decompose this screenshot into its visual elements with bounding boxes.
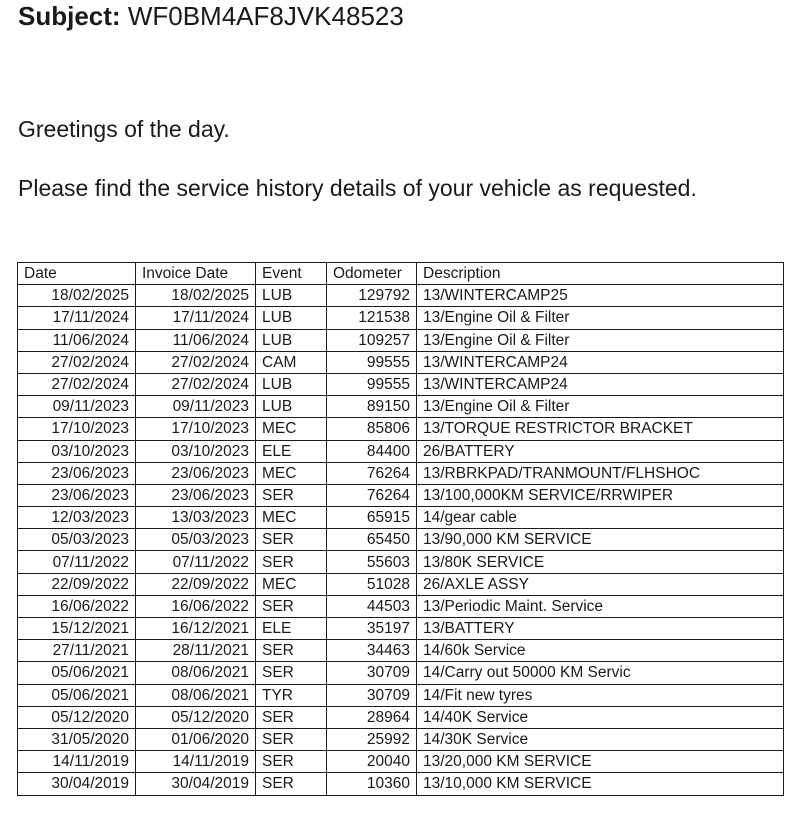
cell-date: 07/11/2022 <box>18 551 136 573</box>
table-row <box>18 462 784 484</box>
header-event: Event <box>256 263 327 285</box>
cell-description: 13/WINTERCAMP24 <box>417 373 784 395</box>
cell-odometer: 55603 <box>327 551 417 573</box>
cell-date: 23/06/2023 <box>18 484 136 506</box>
cell-invoice-date: 22/09/2022 <box>136 573 256 595</box>
cell-description: 13/TORQUE RESTRICTOR BRACKET <box>417 418 784 440</box>
cell-event: SER <box>256 773 327 795</box>
cell-description: 13/90,000 KM SERVICE <box>417 529 784 551</box>
subject-line <box>18 0 404 32</box>
cell-invoice-date: 23/06/2023 <box>136 484 256 506</box>
table-row <box>18 706 784 728</box>
table-row <box>18 662 784 684</box>
cell-date: 05/03/2023 <box>18 529 136 551</box>
table-body <box>18 285 784 795</box>
cell-description: 13/BATTERY <box>417 618 784 640</box>
cell-date: 17/11/2024 <box>18 307 136 329</box>
cell-invoice-date: 27/02/2024 <box>136 351 256 373</box>
cell-odometer: 76264 <box>327 484 417 506</box>
cell-date: 27/02/2024 <box>18 373 136 395</box>
cell-event: SER <box>256 595 327 617</box>
request-text: Please find the service history details of your vehicle as requested. <box>18 175 697 201</box>
cell-date: 11/06/2024 <box>18 329 136 351</box>
header-date: Date <box>18 263 136 285</box>
cell-event: MEC <box>256 462 327 484</box>
table-row <box>18 307 784 329</box>
cell-description: 14/30K Service <box>417 728 784 750</box>
cell-odometer: 25992 <box>327 728 417 750</box>
cell-invoice-date: 17/11/2024 <box>136 307 256 329</box>
cell-odometer: 35197 <box>327 618 417 640</box>
table-row <box>18 529 784 551</box>
subject-value: WF0BM4AF8JVK48523 <box>127 1 404 31</box>
cell-event: LUB <box>256 329 327 351</box>
cell-description: 26/AXLE ASSY <box>417 573 784 595</box>
header-invoice-date: Invoice Date <box>136 263 256 285</box>
cell-description: 13/80K SERVICE <box>417 551 784 573</box>
table-row <box>18 573 784 595</box>
cell-description: 14/60k Service <box>417 640 784 662</box>
cell-invoice-date: 03/10/2023 <box>136 440 256 462</box>
cell-date: 27/11/2021 <box>18 640 136 662</box>
cell-invoice-date: 08/06/2021 <box>136 662 256 684</box>
table-row <box>18 507 784 529</box>
cell-date: 05/12/2020 <box>18 706 136 728</box>
cell-event: MEC <box>256 573 327 595</box>
cell-description: 14/40K Service <box>417 706 784 728</box>
cell-event: SER <box>256 706 327 728</box>
cell-date: 22/09/2022 <box>18 573 136 595</box>
cell-odometer: 121538 <box>327 307 417 329</box>
subject-label: Subject: <box>18 1 121 31</box>
cell-event: SER <box>256 751 327 773</box>
table-row <box>18 618 784 640</box>
cell-odometer: 89150 <box>327 396 417 418</box>
cell-event: LUB <box>256 285 327 307</box>
cell-event: LUB <box>256 396 327 418</box>
cell-odometer: 51028 <box>327 573 417 595</box>
cell-odometer: 84400 <box>327 440 417 462</box>
cell-odometer: 129792 <box>327 285 417 307</box>
greeting-text: Greetings of the day. <box>18 116 230 142</box>
cell-description: 13/WINTERCAMP24 <box>417 351 784 373</box>
cell-description: 13/RBRKPAD/TRANMOUNT/FLHSHOC <box>417 462 784 484</box>
cell-event: MEC <box>256 418 327 440</box>
cell-date: 15/12/2021 <box>18 618 136 640</box>
cell-description: 13/20,000 KM SERVICE <box>417 751 784 773</box>
cell-invoice-date: 05/12/2020 <box>136 706 256 728</box>
table-row <box>18 396 784 418</box>
cell-date: 14/11/2019 <box>18 751 136 773</box>
cell-description: 13/Periodic Maint. Service <box>417 595 784 617</box>
cell-odometer: 65450 <box>327 529 417 551</box>
cell-event: SER <box>256 484 327 506</box>
table-row <box>18 684 784 706</box>
cell-odometer: 30709 <box>327 684 417 706</box>
cell-event: SER <box>256 662 327 684</box>
cell-date: 18/02/2025 <box>18 285 136 307</box>
table-row <box>18 751 784 773</box>
cell-date: 05/06/2021 <box>18 684 136 706</box>
cell-date: 30/04/2019 <box>18 773 136 795</box>
service-history-table <box>17 262 784 796</box>
table-row <box>18 329 784 351</box>
table-header-row <box>18 263 784 285</box>
cell-date: 31/05/2020 <box>18 728 136 750</box>
cell-description: 14/Carry out 50000 KM Servic <box>417 662 784 684</box>
cell-event: SER <box>256 640 327 662</box>
cell-description: 13/Engine Oil & Filter <box>417 329 784 351</box>
cell-description: 13/100,000KM SERVICE/RRWIPER <box>417 484 784 506</box>
table-row <box>18 373 784 395</box>
table-row <box>18 551 784 573</box>
cell-event: SER <box>256 551 327 573</box>
cell-date: 12/03/2023 <box>18 507 136 529</box>
cell-date: 23/06/2023 <box>18 462 136 484</box>
cell-odometer: 85806 <box>327 418 417 440</box>
cell-odometer: 34463 <box>327 640 417 662</box>
cell-event: TYR <box>256 684 327 706</box>
header-description: Description <box>417 263 784 285</box>
cell-odometer: 20040 <box>327 751 417 773</box>
table-row <box>18 440 784 462</box>
cell-date: 09/11/2023 <box>18 396 136 418</box>
cell-invoice-date: 01/06/2020 <box>136 728 256 750</box>
cell-date: 05/06/2021 <box>18 662 136 684</box>
table-row <box>18 418 784 440</box>
cell-invoice-date: 16/06/2022 <box>136 595 256 617</box>
cell-description: 13/Engine Oil & Filter <box>417 396 784 418</box>
table-row <box>18 728 784 750</box>
cell-invoice-date: 05/03/2023 <box>136 529 256 551</box>
cell-odometer: 109257 <box>327 329 417 351</box>
cell-invoice-date: 27/02/2024 <box>136 373 256 395</box>
cell-event: LUB <box>256 307 327 329</box>
cell-description: 13/WINTERCAMP25 <box>417 285 784 307</box>
cell-invoice-date: 14/11/2019 <box>136 751 256 773</box>
table-row <box>18 640 784 662</box>
cell-odometer: 10360 <box>327 773 417 795</box>
table-row <box>18 595 784 617</box>
cell-odometer: 30709 <box>327 662 417 684</box>
cell-odometer: 65915 <box>327 507 417 529</box>
cell-event: MEC <box>256 507 327 529</box>
cell-event: ELE <box>256 618 327 640</box>
cell-odometer: 99555 <box>327 351 417 373</box>
cell-description: 14/Fit new tyres <box>417 684 784 706</box>
cell-event: LUB <box>256 373 327 395</box>
cell-invoice-date: 09/11/2023 <box>136 396 256 418</box>
cell-date: 16/06/2022 <box>18 595 136 617</box>
cell-description: 13/Engine Oil & Filter <box>417 307 784 329</box>
cell-odometer: 76264 <box>327 462 417 484</box>
cell-invoice-date: 30/04/2019 <box>136 773 256 795</box>
cell-invoice-date: 11/06/2024 <box>136 329 256 351</box>
cell-odometer: 28964 <box>327 706 417 728</box>
cell-invoice-date: 16/12/2021 <box>136 618 256 640</box>
cell-invoice-date: 17/10/2023 <box>136 418 256 440</box>
cell-invoice-date: 07/11/2022 <box>136 551 256 573</box>
cell-description: 14/gear cable <box>417 507 784 529</box>
cell-event: SER <box>256 728 327 750</box>
table-row <box>18 773 784 795</box>
cell-description: 26/BATTERY <box>417 440 784 462</box>
cell-odometer: 44503 <box>327 595 417 617</box>
table-row <box>18 351 784 373</box>
header-odometer: Odometer <box>327 263 417 285</box>
cell-invoice-date: 13/03/2023 <box>136 507 256 529</box>
cell-odometer: 99555 <box>327 373 417 395</box>
cell-invoice-date: 08/06/2021 <box>136 684 256 706</box>
cell-date: 03/10/2023 <box>18 440 136 462</box>
cell-event: CAM <box>256 351 327 373</box>
table-row <box>18 484 784 506</box>
cell-invoice-date: 23/06/2023 <box>136 462 256 484</box>
cell-date: 17/10/2023 <box>18 418 136 440</box>
table-row <box>18 285 784 307</box>
cell-date: 27/02/2024 <box>18 351 136 373</box>
cell-event: SER <box>256 529 327 551</box>
cell-invoice-date: 18/02/2025 <box>136 285 256 307</box>
cell-invoice-date: 28/11/2021 <box>136 640 256 662</box>
cell-description: 13/10,000 KM SERVICE <box>417 773 784 795</box>
cell-event: ELE <box>256 440 327 462</box>
